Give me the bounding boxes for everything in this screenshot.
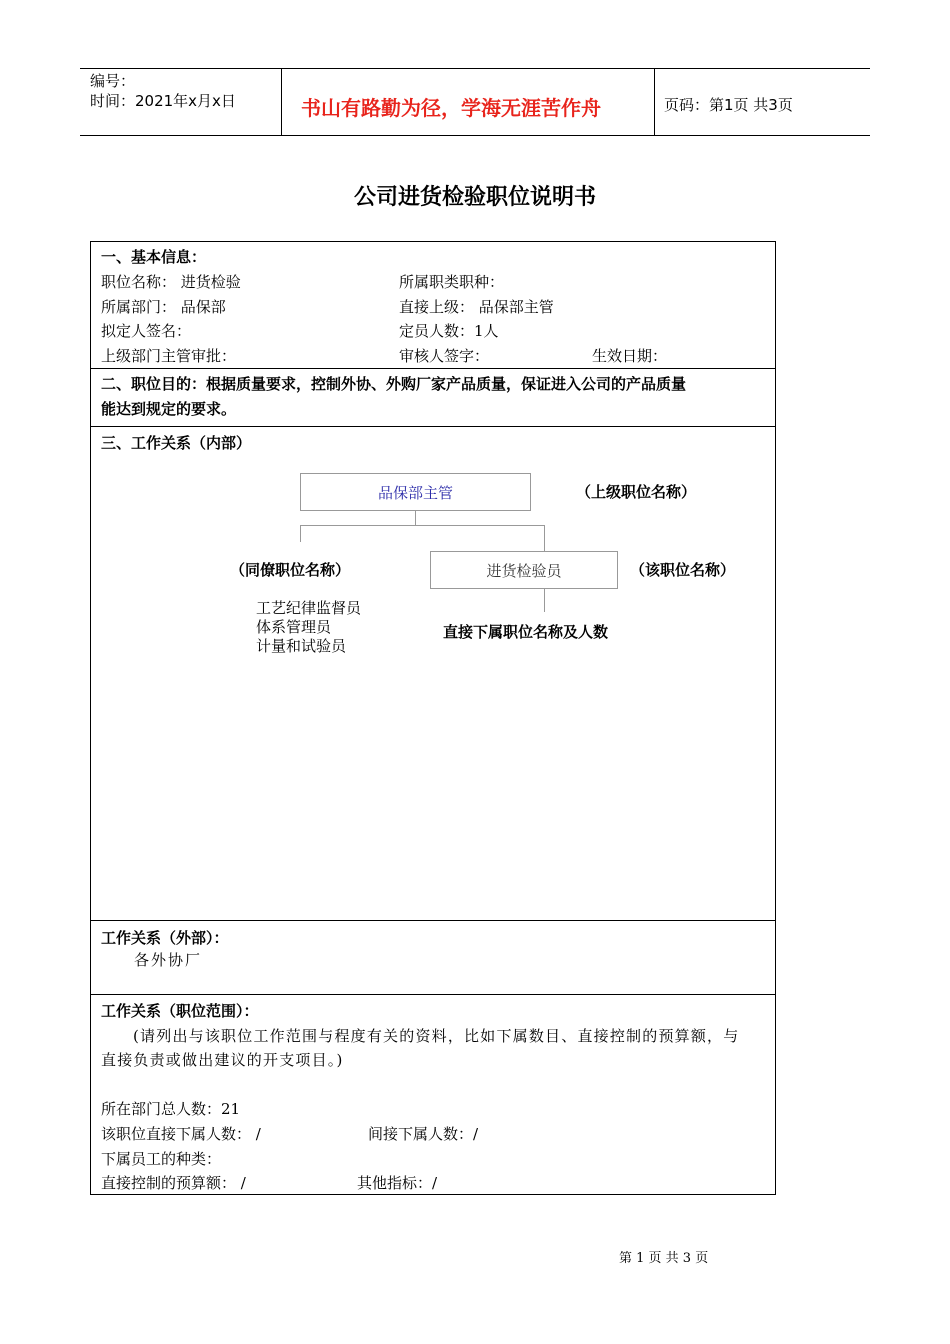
peer-item: 工艺纪律监督员 [256, 599, 362, 617]
basic-info-heading: 一、基本信息： [101, 248, 207, 266]
superior-approval: 上级部门主管审批： [101, 347, 237, 365]
chart-connector-left [300, 525, 301, 542]
chart-connector-down [415, 510, 416, 525]
header-motto: 书山有路勤为径，学海无涯苦作舟 [301, 96, 601, 120]
header-bottom-rule [80, 135, 870, 136]
peer-caption: （同僚职位名称） [230, 561, 351, 579]
peer-item: 计量和试验员 [256, 637, 347, 655]
headcount: 定员人数：1人 [399, 322, 499, 340]
row-divider-3 [90, 920, 776, 921]
reviewer-signature: 审核人签字： [399, 347, 490, 365]
chart-connector-horizontal [300, 525, 545, 526]
direct-subordinates: 该职位直接下属人数： / [101, 1125, 261, 1143]
row-divider-2 [90, 426, 776, 427]
peer-item: 体系管理员 [256, 618, 332, 636]
position-caption: （该职位名称） [630, 561, 736, 579]
internal-relations-heading: 三、工作关系（内部） [101, 434, 252, 452]
drafter-signature: 拟定人签名： [101, 322, 192, 340]
row-divider-4 [90, 994, 776, 995]
footer-page-number: 第 1 页 共 3 页 [619, 1251, 709, 1266]
dept-total: 所在部门总人数：21 [101, 1100, 241, 1118]
document-title: 公司进货检验职位说明书 [353, 184, 596, 210]
row-divider-1 [90, 368, 776, 369]
supervisor-box: 品保部主管 [300, 473, 531, 511]
header-number-label: 编号： [90, 72, 136, 90]
scope-heading: 工作关系（职位范围）： [101, 1002, 259, 1020]
header-time-label: 时间：2021年x月x日 [90, 92, 236, 110]
effective-date: 生效日期： [592, 347, 668, 365]
position-box: 进货检验员 [430, 551, 618, 589]
other-indicators: 其他指标：/ [357, 1174, 438, 1192]
supervisor-caption: （上级职位名称） [576, 483, 697, 501]
form-bottom-rule [90, 1194, 776, 1195]
position-name: 职位名称： 进货检验 [101, 273, 241, 291]
header-divider-right [654, 68, 655, 136]
chart-connector-subordinate [544, 588, 545, 612]
external-relations-content: 各外协厂 [134, 951, 203, 969]
header-top-rule [80, 68, 870, 69]
external-relations-heading: 工作关系（外部）： [101, 929, 229, 947]
subordinates-caption: 直接下属职位名称及人数 [443, 623, 609, 641]
job-category: 所属职类职种： [399, 273, 505, 291]
subordinate-types: 下属员工的种类： [101, 1150, 222, 1168]
header-divider-left [281, 68, 282, 136]
scope-note-line-1: (请列出与该职位工作范围与程度有关的资料，比如下属数目、直接控制的预算额，与 [133, 1027, 740, 1045]
indirect-subordinates: 间接下属人数：/ [368, 1125, 479, 1143]
purpose-line-1: 二、职位目的：根据质量要求，控制外协、外购厂家产品质量，保证进入公司的产品质量 [101, 375, 687, 393]
direct-supervisor: 直接上级： 品保部主管 [399, 298, 554, 316]
scope-note-line-2: 直接负责或做出建议的开支项目。) [101, 1051, 344, 1069]
purpose-line-2: 能达到规定的要求。 [101, 400, 237, 418]
header-page-info: 页码：第1页 共3页 [664, 96, 793, 114]
chart-connector-right [544, 525, 545, 551]
direct-budget: 直接控制的预算额： / [101, 1174, 246, 1192]
department: 所属部门： 品保部 [101, 298, 226, 316]
